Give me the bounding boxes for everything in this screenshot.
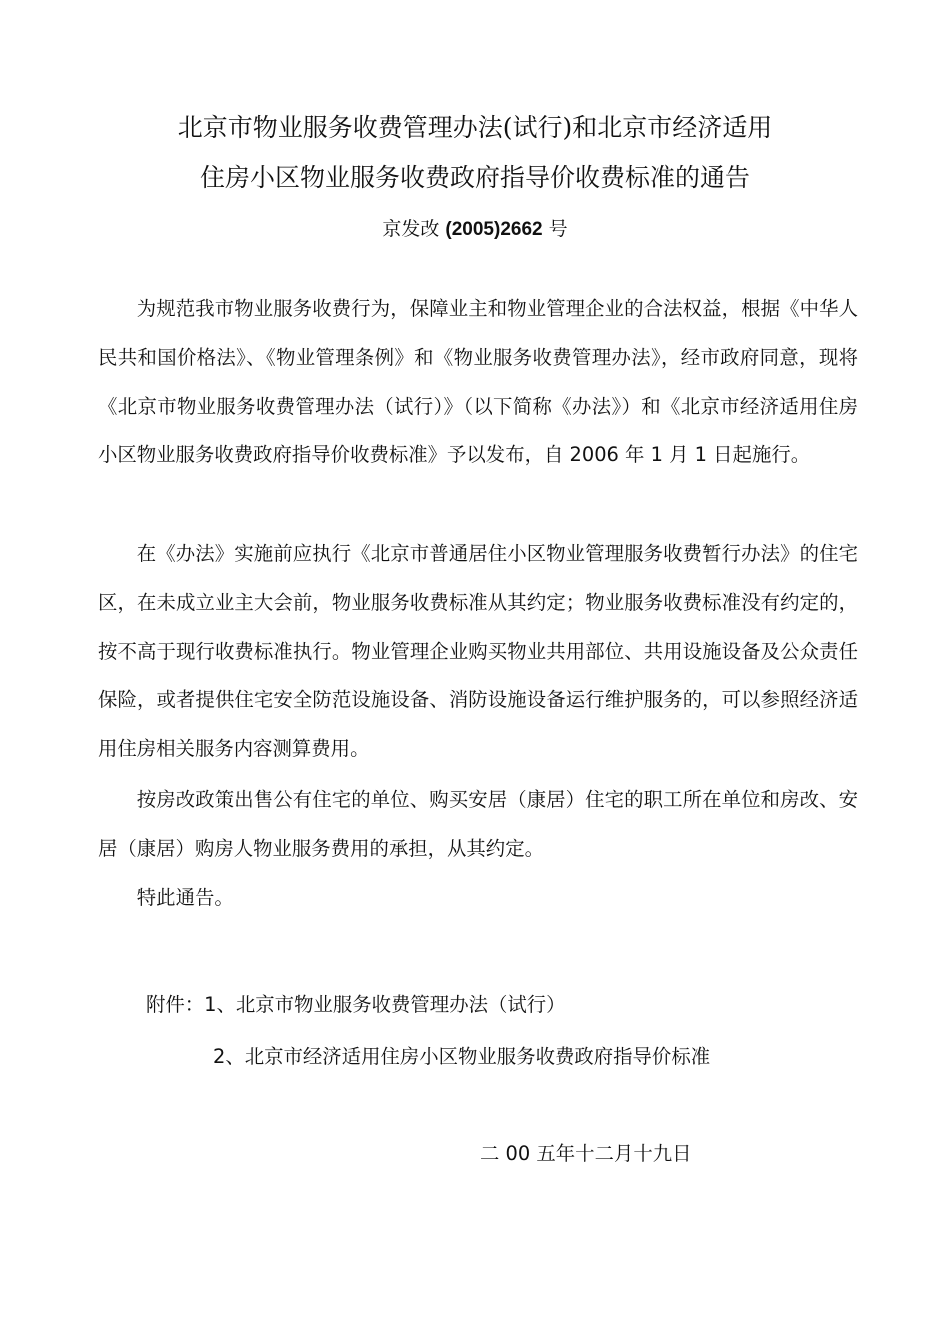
document-number-prefix: 京发改 [382, 218, 446, 240]
document-title-line-2: 住房小区物业服务收费政府指导价收费标准的通告 [199, 163, 750, 192]
body-paragraph-2: 在《办法》实施前应执行《北京市普通居住小区物业管理服务收费暂行办法》的住宅区，在未成立业主大会前，物业服务收费标准从其约定；物业服务收费标准没有约定的，按不高于现行收费标准执行。物业管理企业购买物业共用部位、共用设施设备及公众责任保险，或者提供住宅安全防范设施设备、消防设施设备运行维护服务的，可以参照经济适用住房相关服务内容测算费用。 [98, 542, 858, 761]
issue-date: 二 00 五年十二月十九日 [480, 1142, 692, 1165]
attachment-1: 附件：1、北京市物业服务收费管理办法（试行） [146, 993, 566, 1016]
body-paragraph-3: 按房改政策出售公有住宅的单位、购买安居（康居）住宅的职工所在单位和房改、安居（康居）购房人物业服务费用的承担，从其约定。 [98, 788, 858, 860]
body-paragraph-4: 特此通告。 [136, 886, 234, 909]
document-number-value: (2005)2662 [445, 219, 543, 240]
attachment-2: 2、北京市经济适用住房小区物业服务收费政府指导价标准 [213, 1045, 711, 1068]
document-title-line-1: 北京市物业服务收费管理办法(试行)和北京市经济适用 [177, 113, 773, 142]
body-paragraph-1: 为规范我市物业服务收费行为，保障业主和物业管理企业的合法权益，根据《中华人民共和国价格法》、《物业管理条例》和《物业服务收费管理办法》，经市政府同意，现将《北京市物业服务收费管理办法（试行）》（以下简称《办法》）和《北京市经济适用住房小区物业服务收费政府指导价收费标准》予以发布，自 2006 年 1 月 1 日起施行。 [98, 297, 858, 467]
document-number-suffix: 号 [542, 218, 568, 240]
document-number [0, 214, 950, 245]
